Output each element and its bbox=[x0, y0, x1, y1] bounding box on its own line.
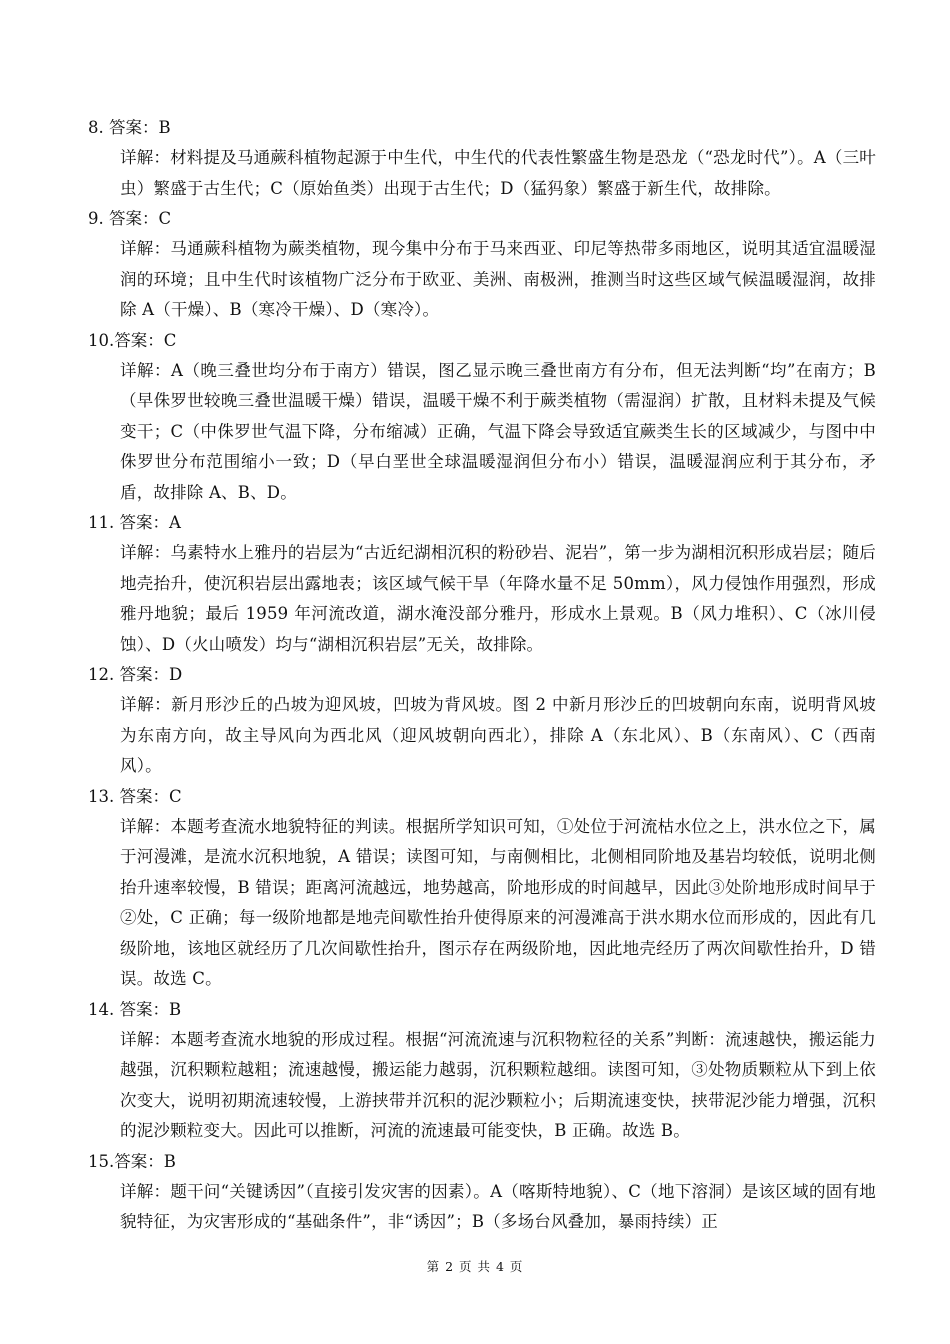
answer-explanation: 详解：本题考查流水地貌的形成过程。根据“河流流速与沉积物粒径的关系”判断：流速越快，搬运能力越强，沉积颗粒越粗；流速越慢，搬运能力越弱，沉积颗粒越细。读图可知，③处物质颗粒从下到上依次变大，说明初期流速较慢，上游挟带并沉积的泥沙颗粒小；后期流速变快，挟带泥沙能力增强，沉积的泥沙颗粒变大。因此可以推断，河流的流速最可能变快，B 正确。故选 B。 bbox=[120, 1029, 876, 1140]
answer-item-14 bbox=[88, 995, 876, 1147]
answer-heading: 8. 答案：B bbox=[88, 118, 171, 137]
answer-heading: 9. 答案：C bbox=[88, 209, 172, 228]
answer-explanation: 详解：题干问“关键诱因”（直接引发灾害的因素）。A（喀斯特地貌）、C（地下溶洞）是该区域的固有地貌特征，为灾害形成的“基础条件”，非“诱因”；B（多场台风叠加，暴雨持续）正 bbox=[120, 1181, 876, 1231]
answer-item-8 bbox=[88, 113, 876, 204]
answer-item-12 bbox=[88, 660, 876, 782]
answer-heading: 10.答案：C bbox=[88, 330, 177, 350]
page-number-footer: 第 2 页 共 4 页 bbox=[426, 1259, 524, 1274]
answer-explanation: 详解：本题考查流水地貌特征的判读。根据所学知识可知，①处位于河流枯水位之上，洪水位之下，属于河漫滩，是流水沉积地貌，A 错误；读图可知，与南侧相比，北侧相同阶地及基岩均较低，说明北侧抬升速率较慢，B 错误；距离河流越远，地势越高，阶地形成的时间越早，因此③处阶地形成时间早于②处，C 正确；每一级阶地都是地壳间歇性抬升使得原来的河漫滩高于洪水期水位而形成的，因此有几级阶地，该地区就经历了几次间歇性抬升，图示存在两级阶地，因此地壳经历了两次间歇性抬升，D 错误。故选 C。 bbox=[120, 816, 876, 988]
answer-item-10 bbox=[88, 326, 876, 509]
answer-heading: 15.答案：B bbox=[88, 1151, 176, 1171]
answer-heading: 12. 答案：D bbox=[88, 665, 183, 684]
answer-item-15 bbox=[88, 1147, 876, 1238]
answer-heading: 11. 答案：A bbox=[88, 513, 181, 532]
answer-explanation: 详解：马通蕨科植物为蕨类植物，现今集中分布于马来西亚、印尼等热带多雨地区，说明其适宜温暖湿润的环境；且中生代时该植物广泛分布于欧亚、美洲、南极洲，推测当时这些区域气候温暖湿润，故排除 A（干燥）、B（寒冷干燥）、D（寒冷）。 bbox=[120, 239, 876, 319]
answer-heading: 14. 答案：B bbox=[88, 999, 182, 1019]
answer-list bbox=[88, 113, 876, 1238]
answer-item-13 bbox=[88, 782, 876, 995]
answer-explanation: 详解：A（晚三叠世均分布于南方）错误，图乙显示晚三叠世南方有分布，但无法判断“均”在南方；B（早侏罗世较晚三叠世温暖干燥）错误，温暖干燥不利于蕨类植物（需湿润）扩散，且材料未提及气候变干；C（中侏罗世气温下降，分布缩减）正确，气温下降会导致适宜蕨类生长的区域减少，与图中中侏罗世分布范围缩小一致；D（早白垩世全球温暖湿润但分布小）错误，温暖湿润应利于其分布，矛盾，故排除 A、B、D。 bbox=[120, 360, 876, 502]
answer-explanation: 详解：材料提及马通蕨科植物起源于中生代，中生代的代表性繁盛生物是恐龙（“恐龙时代”）。A（三叶虫）繁盛于古生代；C（原始鱼类）出现于古生代；D（猛犸象）繁盛于新生代，故排除。 bbox=[120, 148, 876, 198]
answer-item-9 bbox=[88, 204, 876, 326]
answer-explanation: 详解：新月形沙丘的凸坡为迎风坡，凹坡为背风坡。图 2 中新月形沙丘的凹坡朝向东南，说明背风坡为东南方向，故主导风向为西北风（迎风坡朝向西北），排除 A（东北风）、B（东南风）、C（西南风）。 bbox=[120, 695, 876, 775]
answer-item-11 bbox=[88, 508, 876, 660]
answer-explanation: 详解：乌素特水上雅丹的岩层为“古近纪湖相沉积的粉砂岩、泥岩”，第一步为湖相沉积形成岩层；随后地壳抬升，使沉积岩层出露地表；该区域气候干旱（年降水量不足 50mm），风力侵蚀作用强烈，形成雅丹地貌；最后 1959 年河流改道，湖水淹没部分雅丹，形成水上景观。B（风力堆积）、C（冰川侵蚀）、D（火山喷发）均与“湖相沉积岩层”无关，故排除。 bbox=[120, 543, 876, 654]
answer-heading: 13. 答案：C bbox=[88, 786, 182, 806]
